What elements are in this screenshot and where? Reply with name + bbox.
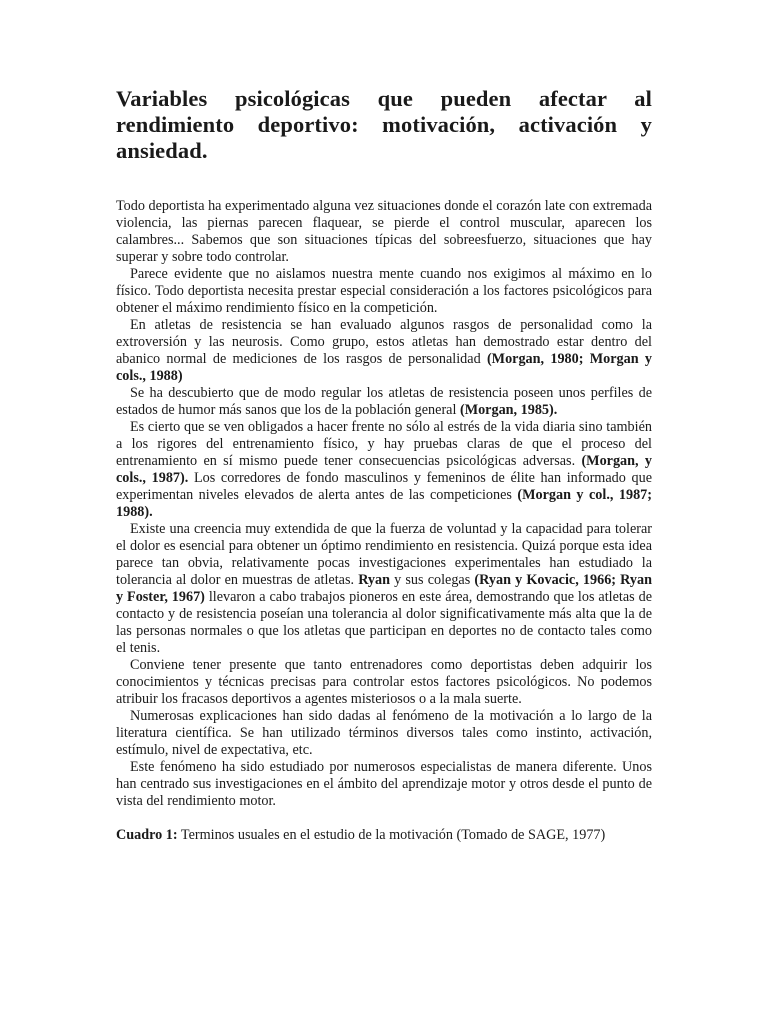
- caption-label: Cuadro 1:: [116, 827, 178, 843]
- citation-morgan-1987-1988: (Morgan y col., 1987; 1988).: [116, 487, 652, 520]
- citation-morgan-1985: (Morgan, 1985).: [459, 402, 558, 418]
- paragraph-6-text-2: y sus colegas: [390, 572, 475, 588]
- citation-ryan: Ryan: [358, 572, 391, 588]
- document-body: [116, 198, 652, 810]
- table-caption: [116, 827, 652, 844]
- citation-morgan-1987: (Morgan, y cols., 1987).: [116, 453, 653, 486]
- paragraph-7: Conviene tener presente que tanto entrenadores como deportistas deben adquirir los conocimientos y técnicas precisas para controlar estos factores psicológicos. No podemos atribuir los fracasos deportivos a agentes misteriosos o a la mala suerte.: [116, 657, 652, 707]
- paragraph-1: Todo deportista ha experimentado alguna vez situaciones donde el corazón late con extremada violencia, las piernas parecen flaquear, se pierde el control muscular, aparecen los calambres... Sabemos que son situaciones típicas del sobreesfuerzo, situaciones que hay superar y sobre todo controlar.: [116, 198, 652, 265]
- citation-morgan-1980: (Morgan, 1980; Morgan y cols., 1988): [116, 351, 652, 384]
- paragraph-5-text-2: Los corredores de fondo masculinos y femeninos de élite han informado que experimentan niveles elevados de alerta antes de las competiciones: [116, 470, 652, 503]
- paragraph-5: [116, 419, 652, 521]
- paragraph-5-text-1: Es cierto que se ven obligados a hacer frente no sólo al estrés de la vida diaria sino también a los rigores del entrenamiento físico, y hay pruebas claras de que el proceso del entrenamiento en sí mismo puede tener consecuencias psicológicas adversas.: [116, 419, 652, 469]
- paragraph-3: [116, 317, 652, 385]
- document-title: Variables psicológicas que pueden afectar al rendimiento deportivo: motivación, activación y ansiedad.: [116, 86, 652, 163]
- paragraph-9: Este fenómeno ha sido estudiado por numerosos especialistas de manera diferente. Unos han centrado sus investigaciones en el ámbito del aprendizaje motor y otros desde el punto de vista del rendimiento motor.: [116, 759, 652, 809]
- paragraph-3-text: En atletas de resistencia se han evaluado algunos rasgos de personalidad como la extroversión y las neurosis. Como grupo, estos atletas han demostrado estar dentro del abanico normal de mediciones de los rasgos de personalidad: [116, 317, 652, 367]
- paragraph-4-text: Se ha descubierto que de modo regular los atletas de resistencia poseen unos perfiles de estados de humor más sanos que los de la población general: [116, 385, 652, 418]
- paragraph-6-text-3: llevaron a cabo trabajos pioneros en este área, demostrando que los atletas de contacto y de resistencia poseían una tolerancia al dolor significativamente más alta que la de las personas normales o que los atletas que participan en deportes no de contacto tales como el tenis.: [116, 589, 652, 656]
- paragraph-8: Numerosas explicaciones han sido dadas al fenómeno de la motivación a lo largo de la literatura científica. Se han utilizado términos diversos tales como instinto, activación, estímulo, nivel de expectativa, etc.: [116, 708, 652, 758]
- paragraph-4: [116, 385, 652, 419]
- citation-ryan-kovacic-foster: (Ryan y Kovacic, 1966; Ryan y Foster, 1967): [116, 572, 652, 605]
- paragraph-6-text-1: Existe una creencia muy extendida de que la fuerza de voluntad y la capacidad para tolerar el dolor es esencial para obtener un óptimo rendimiento en resistencia. Quizá porque esta idea parece tan obvia, relativamente pocas investigaciones experimentales han estudiado la tolerancia al dolor en muestras de atletas.: [116, 521, 652, 588]
- paragraph-6: [116, 521, 652, 657]
- caption-text: Terminos usuales en el estudio de la motivación (Tomado de SAGE, 1977): [177, 827, 606, 843]
- paragraph-2: Parece evidente que no aislamos nuestra mente cuando nos exigimos al máximo en lo físico. Todo deportista necesita prestar especial consideración a los factores psicológicos para obtener el máximo rendimiento físico en la competición.: [116, 266, 652, 316]
